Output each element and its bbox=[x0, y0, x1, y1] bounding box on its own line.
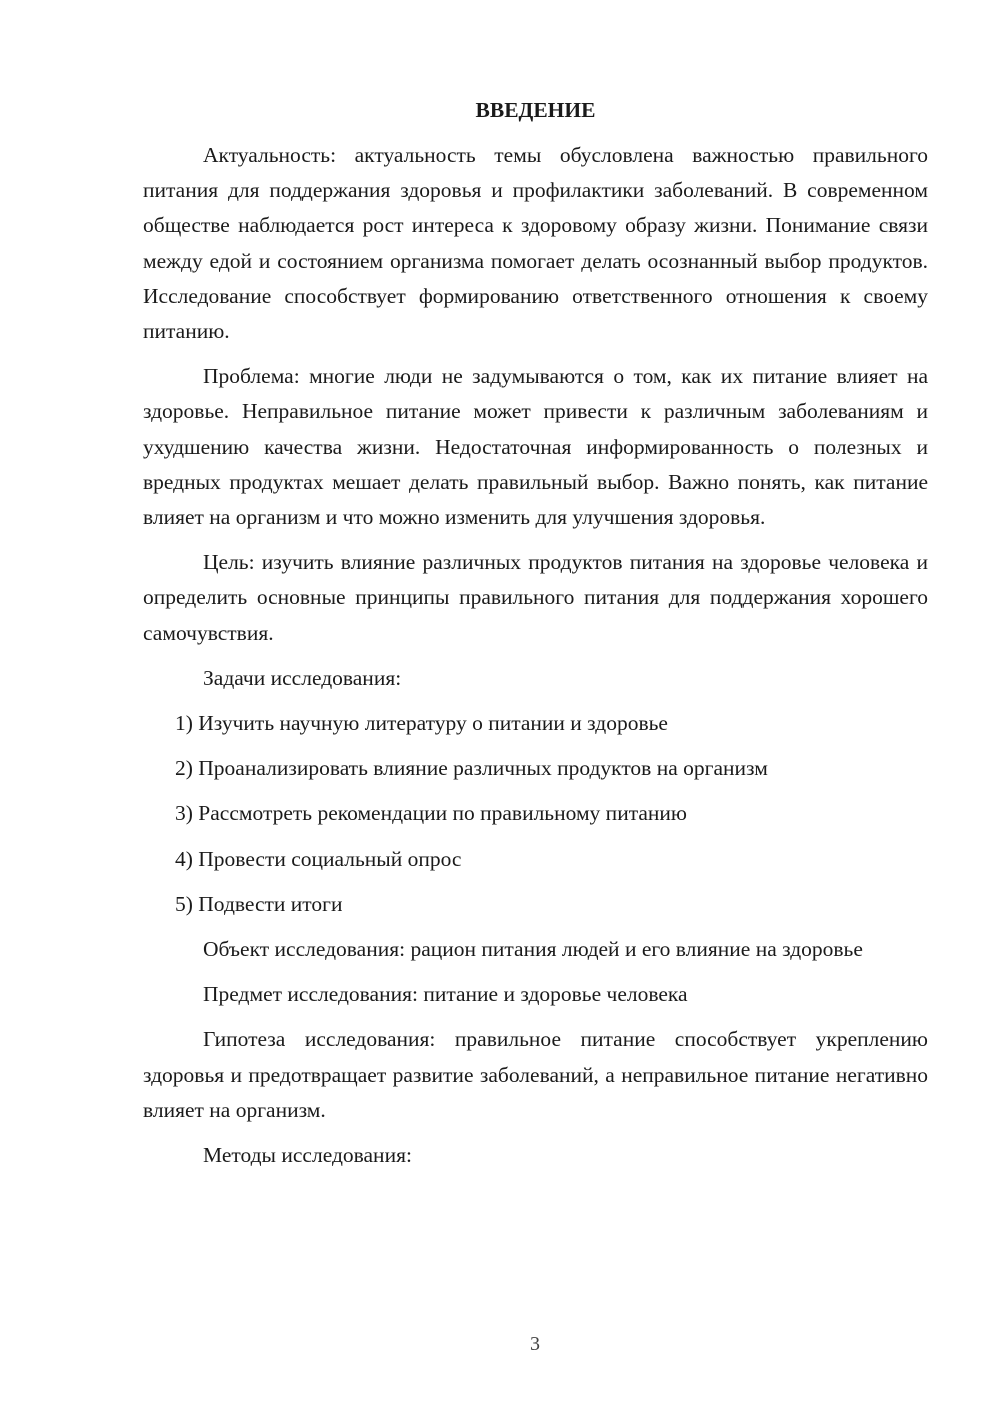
goal-paragraph: Цель: изучить влияние различных продуктов питания на здоровье человека и определить основные принципы правильного питания для поддержания хорошего самочувствия. bbox=[143, 550, 928, 645]
methods-heading: Методы исследования: bbox=[203, 1143, 412, 1168]
hypothesis-paragraph: Гипотеза исследования: правильное питание способствует укреплению здоровья и предотвращает развитие заболеваний, а неправильное питание негативно влияет на организм. bbox=[143, 1027, 928, 1122]
tasks-list bbox=[143, 706, 928, 922]
document-page bbox=[143, 93, 928, 1173]
task-item: 1) Изучить научную литературу о питании и здоровье bbox=[175, 711, 668, 736]
object-paragraph: Объект исследования: рацион питания людей и его влияние на здоровье bbox=[203, 937, 863, 962]
task-item: 3) Рассмотреть рекомендации по правильному питанию bbox=[175, 801, 687, 826]
task-item: 4) Провести социальный опрос bbox=[175, 846, 462, 871]
task-item: 5) Подвести итоги bbox=[175, 891, 343, 916]
problem-paragraph: Проблема: многие люди не задумываются о том, как их питание влияет на здоровье. Неправильное питание может привести к различным заболеваниям и ухудшению качества жизни. Недостаточная информированность о полезных и вредных продуктах мешает делать правильный выбор. Важно понять, как питание влияет на организм и что можно изменить для улучшения здоровья. bbox=[143, 364, 928, 530]
task-item: 2) Проанализировать влияние различных продуктов на организм bbox=[175, 756, 768, 781]
tasks-heading: Задачи исследования: bbox=[203, 665, 402, 690]
page-number: 3 bbox=[530, 1333, 540, 1355]
subject-paragraph: Предмет исследования: питание и здоровье человека bbox=[203, 982, 688, 1007]
relevance-paragraph: Актуальность: актуальность темы обусловлена важностью правильного питания для поддержания здоровья и профилактики заболеваний. В современном обществе наблюдается рост интереса к здоровому образу жизни. Понимание связи между едой и состоянием организма помогает делать осознанный выбор продуктов. Исследование способствует формированию ответственного отношения к своему питанию. bbox=[143, 143, 928, 344]
section-title: ВВЕДЕНИЕ bbox=[475, 98, 596, 122]
